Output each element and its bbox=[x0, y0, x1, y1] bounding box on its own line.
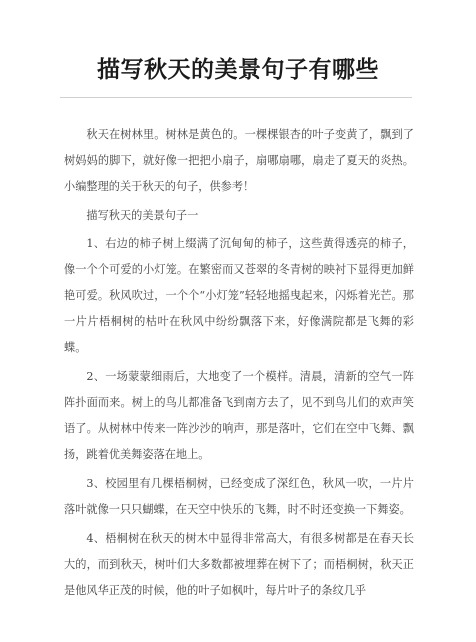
paragraph-3: 3、校园里有几棵梧桐树，已经变成了深红色，秋风一吹，一片片落叶就像一只只蝴蝶，在天空中快乐的飞舞，时不时还变换一下舞姿。 bbox=[64, 477, 414, 516]
section-heading: 描写秋天的美景句子一 bbox=[86, 209, 199, 222]
paragraph-4: 4、梧桐树在秋天的树木中显得非常高大，有很多树都是在春天长大的，而到秋天，树叶们大多数都被埋葬在树下了；而梧桐树，秋天正是他风华正茂的时候，他的叶子如枫叶，每片叶子的条纹几乎 bbox=[64, 532, 414, 597]
page-title: 描写秋天的美景句子有哪些 bbox=[97, 57, 379, 83]
article-body bbox=[64, 122, 414, 607]
paragraph-1: 1、右边的柿子树上缀满了沉甸甸的柿子，这些黄得透亮的柿子，像一个个可爱的小灯笼。在繁密而又苍翠的冬青树的映衬下显得更加鲜艳可爱。秋风吹过，一个个“小灯笼”轻轻地摇曳起来，闪烁着光芒。那一片片梧桐树的枯叶在秋风中纷纷飘落下来，好像满院都是飞舞的彩蝶。 bbox=[64, 237, 414, 354]
title-divider bbox=[60, 97, 412, 98]
paragraph-2: 2、一场蒙蒙细雨后，大地变了一个模样。清晨，清新的空气一阵阵扑面而来。树上的鸟儿都准备飞到南方去了，见不到鸟儿们的欢声笑语了。从树林中传来一阵沙沙的响声，那是落叶，它们在空中飞舞、飘扬，跳着优美舞姿落在地上。 bbox=[64, 370, 414, 461]
intro-paragraph: 秋天在树林里。树林是黄色的。一棵棵银杏的叶子变黄了，飘到了树妈妈的脚下，就好像一把把小扇子，扇哪扇哪，扇走了夏天的炎热。小编整理的关于秋天的句子，供参考！ bbox=[64, 128, 414, 193]
